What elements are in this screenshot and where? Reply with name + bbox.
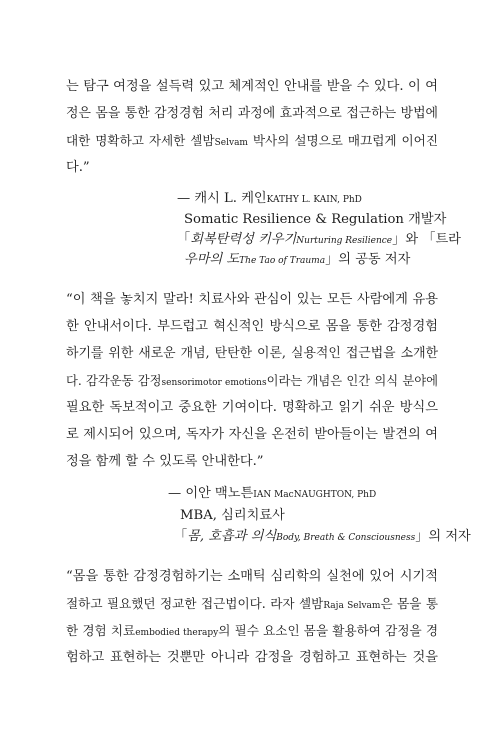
author-name: — 이안 맥노튼 (168, 486, 254, 501)
book-title-english: Nurturing Resilience (296, 236, 393, 246)
attribution-role: Somatic Resilience & Regulation 개발자 (184, 212, 447, 227)
book-title: 우마의 도 (184, 252, 240, 267)
attribution-name (177, 189, 362, 210)
english-annotation: Selvam (214, 138, 248, 148)
attribution-role: MBA, 심리치료사 (180, 508, 285, 523)
text-line: 정을 함께 할 수 있도록 안내한다.” (66, 454, 264, 469)
text-line: 는 탐구 여정을 설득력 있고 체계적인 안내를 받을 수 있다. 이 여 (66, 79, 438, 94)
text-line (66, 621, 438, 643)
author-name-english: KATHY L. KAIN, PhD (266, 195, 362, 205)
bracket: 「 (174, 529, 188, 544)
attribution-books (174, 527, 471, 548)
text-segment: 절하고 필요했던 정교한 접근법이다. 라자 셀밤 (66, 596, 324, 611)
text-line: 하기를 위한 새로운 개념, 탄탄한 이론, 실용적인 접근법을 소개한 (66, 346, 438, 361)
book-title: 회복탄력성 키우기 (190, 232, 297, 247)
text-segment: 이라는 개념은 인간 의식 분야에 (266, 374, 438, 388)
book-title-english: The Tao of Trauma (239, 256, 326, 266)
text-segment: 」의 저자 (415, 529, 471, 544)
text-segment: 다. 감각운동 감정 (66, 374, 162, 388)
text-line: 다.” (66, 160, 90, 175)
text-line: 로 제시되어 있으며, 독자가 자신을 온전히 받아들이는 발견의 여 (66, 427, 438, 442)
text-line (66, 131, 438, 153)
text-segment: 은 몸을 통 (380, 596, 438, 611)
text-line: 정은 몸을 통한 감정경험 처리 과정에 효과적으로 접근하는 방법에 (66, 106, 438, 121)
attribution-books (184, 250, 410, 271)
bracket: 「 (177, 232, 191, 247)
text-segment: 대한 명확하고 자세한 셀밤 (66, 133, 215, 148)
text-line (66, 371, 438, 393)
book-title-english: Body, Breath & Consciousness (276, 533, 416, 543)
book-title: 몸, 호흡과 의식 (187, 529, 277, 544)
author-name: — 캐시 L. 케인 (177, 191, 267, 206)
attribution-books (177, 230, 461, 251)
text-line: 험하고 표현하는 것뿐만 아니라 감정을 경험하고 표현하는 것을 (66, 650, 438, 665)
text-line (66, 594, 438, 616)
attribution-name (168, 484, 376, 505)
english-annotation: sensorimotor emotions (161, 378, 267, 388)
text-line: “이 책을 놓치지 말라! 치료사와 관심이 있는 모든 사람에게 유용 (66, 292, 438, 307)
text-line: “몸을 통한 감정경험하기는 소매틱 심리학의 실천에 있어 시기적 (66, 569, 438, 584)
text-line: 한 안내서이다. 부드럽고 혁신적인 방식으로 몸을 통한 감정경험 (66, 319, 438, 334)
text-segment: 」와 「트라 (392, 232, 461, 247)
text-segment: 의 필수 요소인 몸을 활용하여 감정을 경 (218, 623, 438, 638)
english-annotation: embodied therapy (135, 628, 219, 638)
text-segment: 한 경험 치료 (66, 623, 136, 638)
text-segment: 」의 공동 저자 (325, 252, 411, 267)
text-segment: 박사의 설명으로 매끄럽게 이어진 (247, 133, 438, 148)
english-annotation: Raja Selvam (323, 601, 381, 611)
text-line: 필요한 독보적이고 중요한 기여이다. 명확하고 읽기 쉬운 방식으 (66, 400, 438, 415)
author-name-english: IAN MacNAUGHTON, PhD (253, 490, 377, 500)
